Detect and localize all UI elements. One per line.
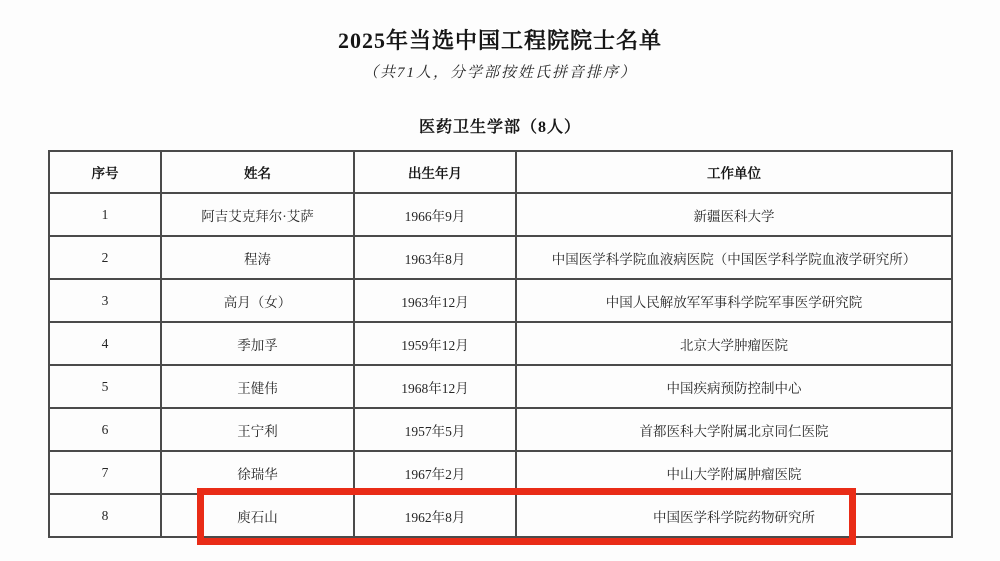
cell-unit: 新疆医科大学 [516, 193, 952, 236]
table-row [49, 451, 952, 494]
cell-no: 4 [49, 322, 161, 365]
table-row [49, 365, 952, 408]
cell-birth: 1959年12月 [354, 322, 516, 365]
cell-unit: 北京大学肿瘤医院 [516, 322, 952, 365]
cell-no: 2 [49, 236, 161, 279]
cell-birth: 1966年9月 [354, 193, 516, 236]
cell-name: 徐瑞华 [161, 451, 354, 494]
cell-birth: 1963年12月 [354, 279, 516, 322]
cell-no: 1 [49, 193, 161, 236]
col-header-birth: 出生年月 [354, 151, 516, 193]
cell-birth: 1962年8月 [354, 494, 516, 537]
table-row [49, 322, 952, 365]
page-title: 2025年当选中国工程院院士名单 [337, 28, 662, 53]
cell-birth: 1963年8月 [354, 236, 516, 279]
cell-no: 7 [49, 451, 161, 494]
cell-name: 王宁利 [161, 408, 354, 451]
cell-name: 庾石山 [161, 494, 354, 537]
cell-name: 阿吉艾克拜尔·艾萨 [161, 193, 354, 236]
cell-no: 5 [49, 365, 161, 408]
cell-unit: 中国医学科学院药物研究所 [516, 494, 952, 537]
cell-name: 季加孚 [161, 322, 354, 365]
table-row [49, 193, 952, 236]
cell-name: 高月（女） [161, 279, 354, 322]
cell-unit: 中国医学科学院血液病医院（中国医学科学院血液学研究所） [516, 236, 952, 279]
table-header-row [49, 151, 952, 193]
col-header-no: 序号 [49, 151, 161, 193]
cell-unit: 中国疾病预防控制中心 [516, 365, 952, 408]
cell-name: 程涛 [161, 236, 354, 279]
cell-unit: 中国人民解放军军事科学院军事医学研究院 [516, 279, 952, 322]
cell-name: 王健伟 [161, 365, 354, 408]
col-header-name: 姓名 [161, 151, 354, 193]
cell-unit: 中山大学附属肿瘤医院 [516, 451, 952, 494]
table-body [49, 193, 952, 537]
page-subtitle: （共71人，分学部按姓氏拼音排序） [362, 65, 637, 81]
cell-no: 3 [49, 279, 161, 322]
table-row [49, 279, 952, 322]
table-row [49, 236, 952, 279]
cell-no: 6 [49, 408, 161, 451]
cell-no: 8 [49, 494, 161, 537]
cell-birth: 1967年2月 [354, 451, 516, 494]
cell-birth: 1968年12月 [354, 365, 516, 408]
section-heading: 医药卫生学部（8人） [418, 119, 581, 136]
academicians-table [48, 150, 953, 538]
cell-unit: 首都医科大学附属北京同仁医院 [516, 408, 952, 451]
table-row [49, 408, 952, 451]
table-row [49, 494, 952, 537]
cell-birth: 1957年5月 [354, 408, 516, 451]
col-header-unit: 工作单位 [516, 151, 952, 193]
